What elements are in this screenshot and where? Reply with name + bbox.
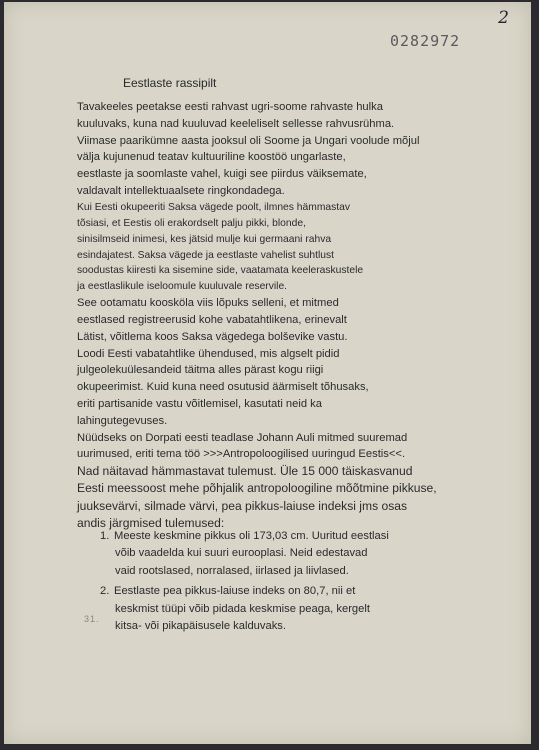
text-line: ja eestlaslikule iseloomule kuuluvale reservile.	[77, 281, 288, 293]
list-item-line: Eestlaste pea pikkus-laiuse indeks on 80,7, nii et	[114, 585, 356, 598]
list-item-number: 1.	[100, 530, 110, 542]
text-line: Loodi Eesti vabatahtlike ühendused, mis algselt pidid	[77, 347, 340, 360]
text-line: andis järgmised tulemused:	[77, 516, 225, 531]
document-page	[4, 2, 531, 744]
text-line: Nüüdseks on Dorpati eesti teadlase Johann Auli mitmed suuremad	[77, 431, 408, 444]
text-line: julgeolekuülesandeid täitma alles pärast kogu riigi	[77, 364, 324, 377]
text-line: uurimused, eriti tema töö >>>Antropoloogilised uuringud Eestis<<.	[77, 448, 406, 461]
list-item-line: kitsa- või pikapäisusele kalduvaks.	[115, 620, 287, 633]
list-item-number: 2.	[100, 585, 110, 598]
text-line: sinisilmseid inimesi, kes jätsid mulje kui germaani rahva	[77, 233, 332, 245]
text-line: Tavakeeles peetakse eesti rahvast ugri-soome rahvaste hulka	[77, 101, 383, 113]
text-line: eestlaste ja soomlaste vahel, kuigi see piirdus väiksemate,	[77, 168, 367, 181]
document-title: Eestlaste rassipilt	[123, 76, 217, 90]
text-line: soodustas kiiresti ka sisemine side, vaatamata keeleraskustele	[77, 265, 364, 277]
list-item-line: keskmist tüüpi võib pidada keskmise peaga, kergelt	[115, 602, 370, 615]
list-item-line: vaid rootslased, norralased, iirlased ja liivlased.	[115, 564, 349, 577]
text-line: Nad näitavad hämmastavat tulemust. Üle 15 000 täiskasvanud	[77, 464, 413, 479]
text-line: Kui Eesti okupeeriti Saksa vägede poolt, ilmnes hämmastav	[77, 201, 351, 213]
text-line: Viimase paarikümne aasta jooksul oli Soome ja Ungari voolude mõjul	[77, 134, 420, 147]
paragraph	[77, 346, 477, 430]
list-item-line: Meeste keskmine pikkus oli 173,03 cm. Uuritud eestlasi	[114, 530, 389, 542]
numbered-list	[100, 528, 500, 638]
text-line: eriti partisanide vastu võitlemisel, kasutati neid ka	[77, 398, 322, 410]
text-line: lahingutegevuses.	[77, 414, 168, 427]
text-line: okupeerimist. Kuid kuna need osutusid äärmiselt tõhusaks,	[77, 381, 369, 394]
text-line: tõsiasi, et Eestis oli erakordselt palju pikki, blonde,	[77, 217, 306, 229]
handwritten-page-number: 2	[498, 8, 509, 28]
list-item-line: võib vaadelda kui suuri eurooplasi. Neid edestavad	[115, 547, 368, 560]
text-line: Eesti meessoost mehe põhjalik antropoloogiline mõõtmine pikkuse,	[77, 481, 437, 496]
text-line: juuksevärvi, silmade värvi, pea pikkus-laiuse indeksi jms osas	[77, 498, 408, 513]
text-line: eestlased registreerusid kohe vabatahtlikena, erinevalt	[77, 314, 347, 327]
paragraph	[77, 295, 477, 345]
list-item	[100, 583, 500, 635]
paragraph	[77, 463, 477, 532]
margin-mark: 31.	[84, 614, 100, 624]
text-line: kuuluvaks, kuna nad kuuluvad keeleliselt sellesse rahvusrühma.	[77, 117, 395, 130]
text-line: esindajatest. Saksa vägede ja eestlaste vahelist suhtlust	[77, 249, 335, 261]
list-item	[100, 528, 500, 580]
text-line: välja kujunenud teatav kultuuriline koostöö ungarlaste,	[77, 151, 346, 164]
archive-stamp-number: 0282972	[390, 32, 461, 50]
text-line: Lätist, võitlema koos Saksa vägedega bolševike vastu.	[77, 330, 348, 343]
text-line: valdavalt intellektuaalsete ringkondadega.	[77, 184, 285, 197]
paragraph	[77, 430, 477, 464]
document-body	[77, 99, 477, 532]
paragraph	[77, 200, 477, 295]
text-line: See ootamatu koosköla viis lõpuks selleni, et mitmed	[77, 297, 339, 310]
paragraph	[77, 99, 477, 200]
